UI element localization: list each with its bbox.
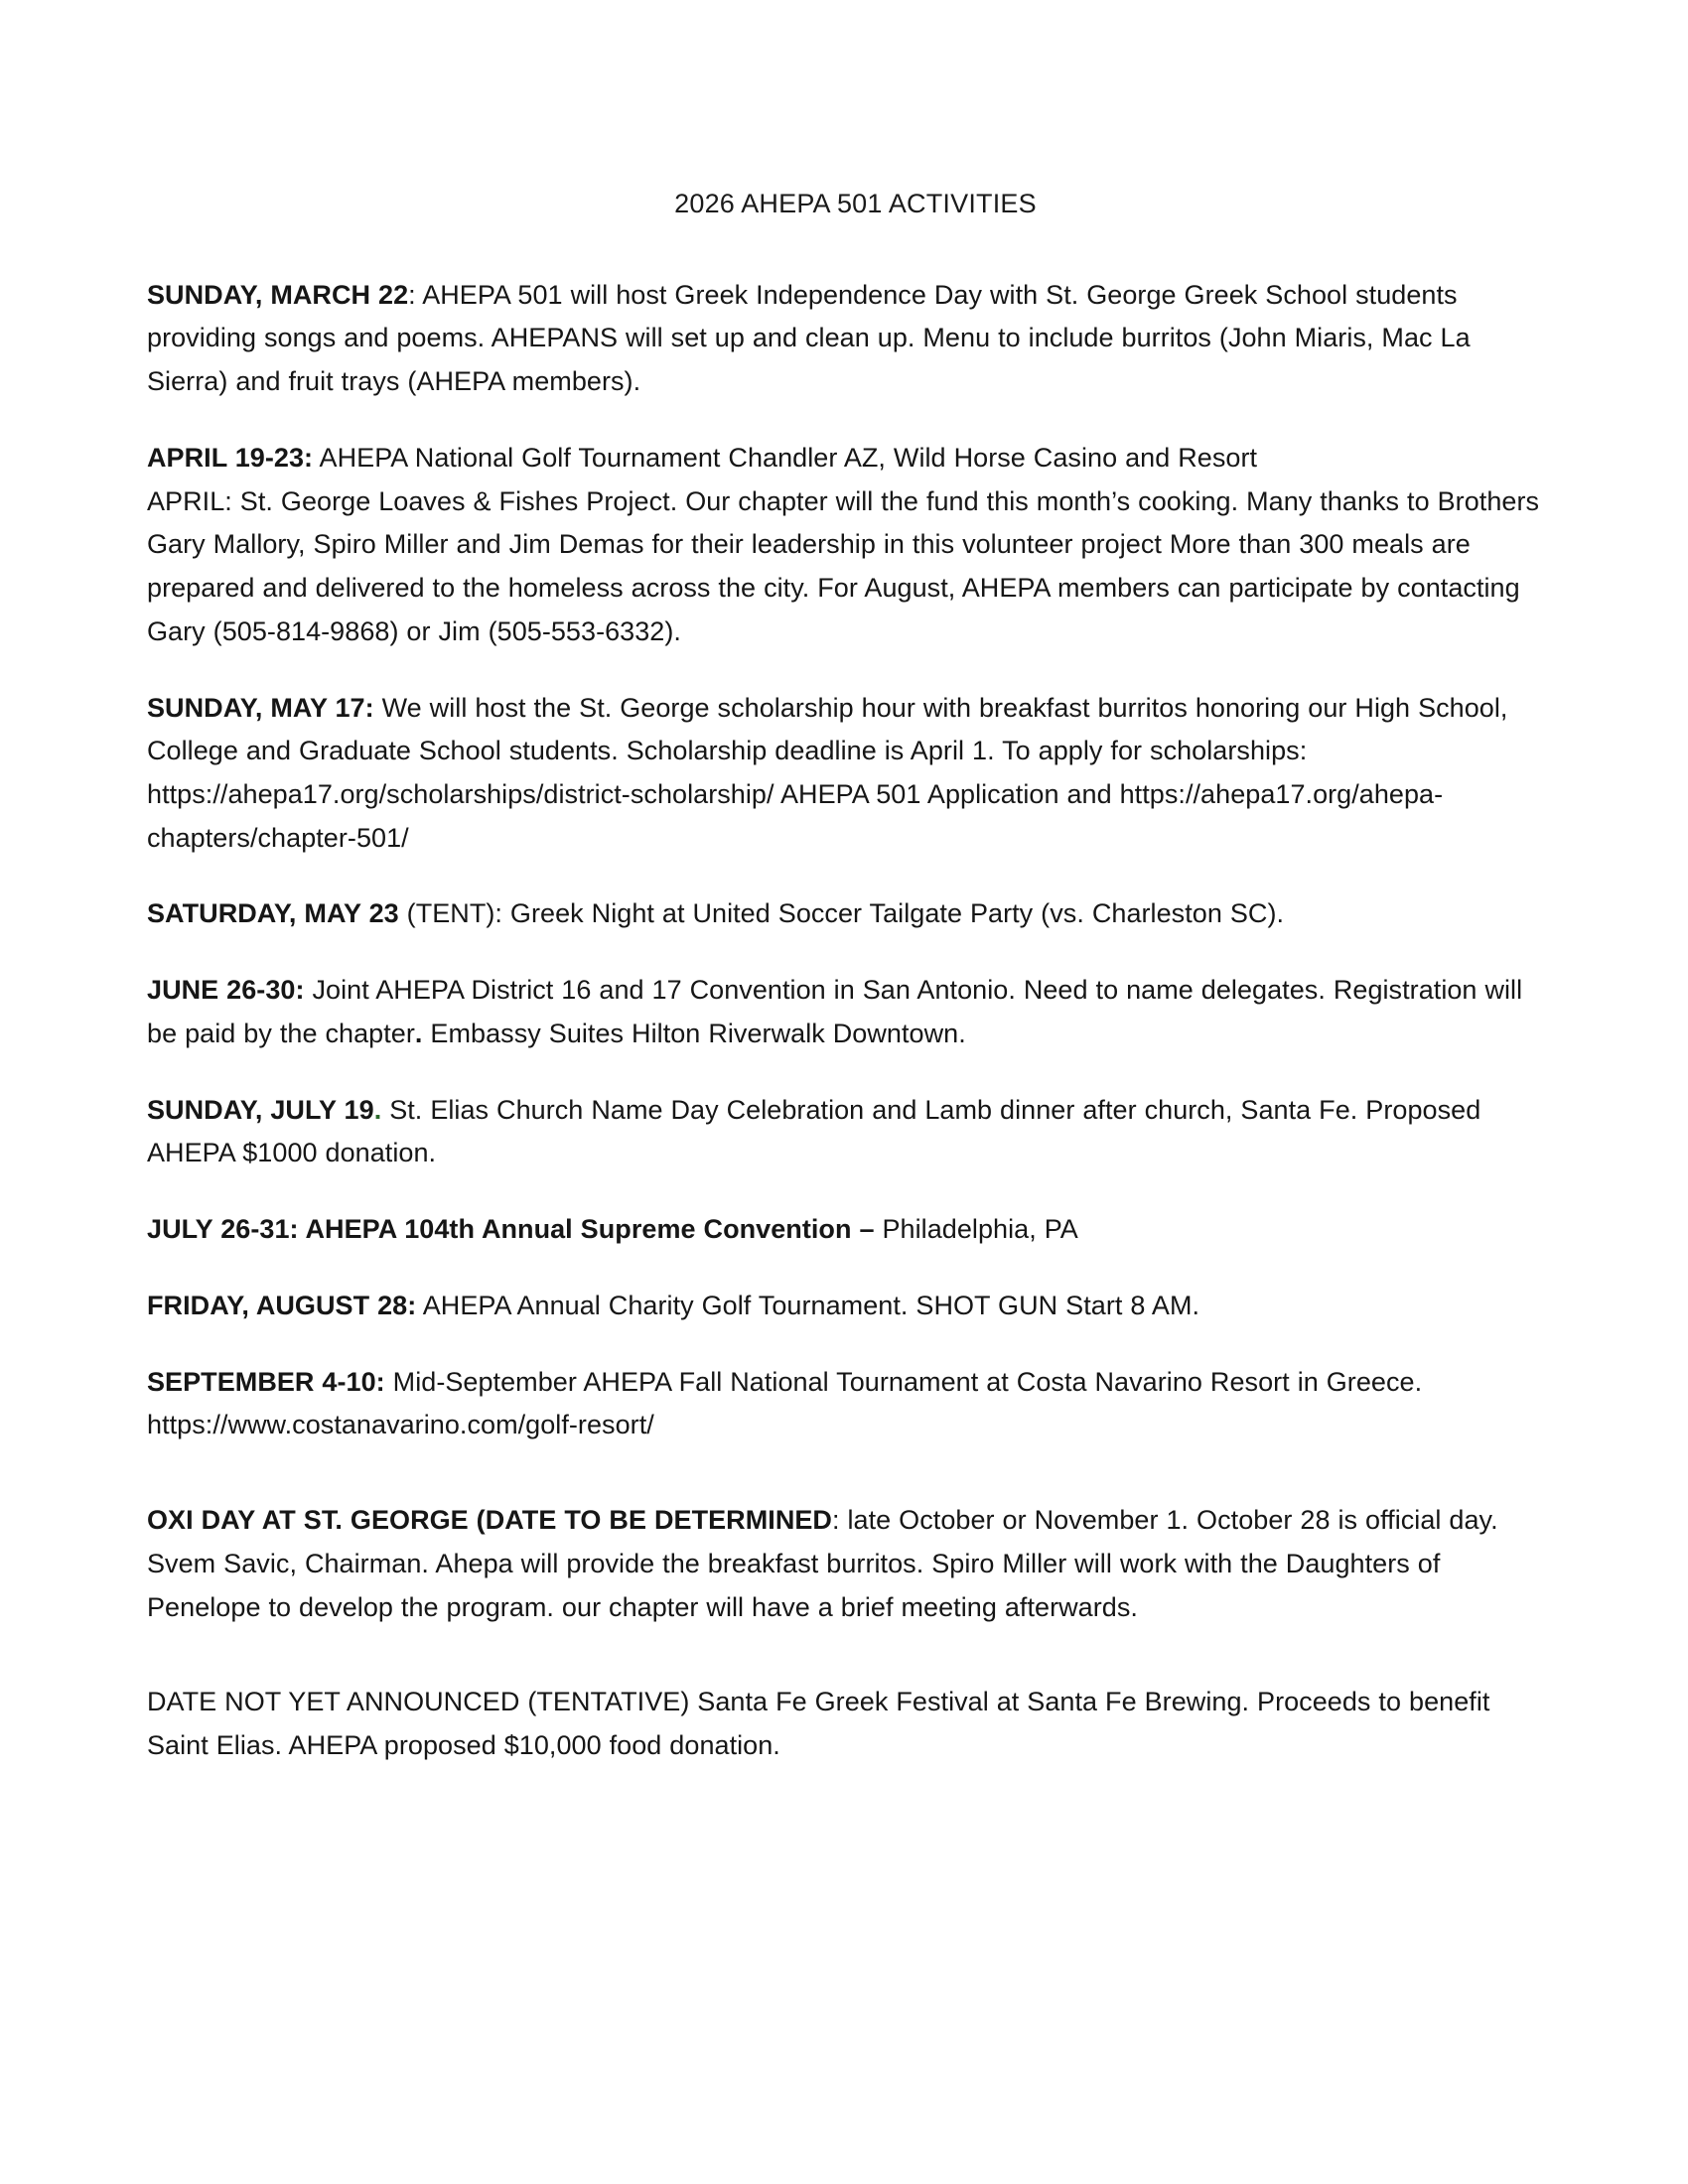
entry-september-heading: SEPTEMBER 4-10: bbox=[147, 1366, 385, 1397]
entry-april-line2: APRIL: St. George Loaves & Fishes Project. Our chapter will the fund this month’s cooking. Many thanks to Brothers Gary Mallory, Spiro Miller and Jim Demas for their leadership in this volunteer project More than 300 meals are prepared and delivered to the homeless across the city. For August, AHEPA members can participate by contacting Gary (505-814-9868) or Jim (505-553-6332). bbox=[147, 485, 1540, 646]
entry-july-19-heading: SUNDAY, JULY 19 bbox=[147, 1094, 374, 1125]
entry-september bbox=[147, 1361, 1542, 1447]
entry-may-23-heading: SATURDAY, MAY 23 bbox=[147, 898, 399, 929]
entry-april-line1: AHEPA National Golf Tournament Chandler AZ, Wild Horse Casino and Resort bbox=[313, 442, 1258, 473]
entry-tentative-festival bbox=[147, 1681, 1542, 1767]
entry-july-19-body: St. Elias Church Name Day Celebration and Lamb dinner after church, Santa Fe. Proposed AHEPA $1000 donation. bbox=[147, 1094, 1481, 1168]
entry-july-26-body: Philadelphia, PA bbox=[874, 1214, 1078, 1245]
entry-july-19-green-period: . bbox=[373, 1094, 382, 1125]
entry-oxi-day bbox=[147, 1499, 1542, 1629]
entry-august-28-body: AHEPA Annual Charity Golf Tournament. SHOT GUN Start 8 AM. bbox=[416, 1290, 1200, 1320]
entry-april bbox=[147, 437, 1542, 654]
document-body bbox=[147, 187, 1542, 1768]
entry-tentative-festival-body: DATE NOT YET ANNOUNCED (TENTATIVE) Santa Fe Greek Festival at Santa Fe Brewing. Proceeds to benefit Saint Elias. AHEPA proposed $10,000 food donation. bbox=[147, 1687, 1490, 1760]
entry-may-17-body: We will host the St. George scholarship hour with breakfast burritos honoring our High School, College and Graduate School students. Scholarship deadline is April 1. To apply for scholarships: https://ahepa17.org/scholarships/district-scholarship/ AHEPA 501 Application and https://ahepa17.org/ahepa-chapters/chapter-501/ bbox=[147, 692, 1508, 853]
entry-may-23-body: (TENT): Greek Night at United Soccer Tailgate Party (vs. Charleston SC). bbox=[398, 898, 1285, 929]
entry-august-28 bbox=[147, 1285, 1542, 1328]
entry-march-22 bbox=[147, 274, 1542, 404]
entry-june-bold-period: . bbox=[414, 1018, 423, 1048]
entry-may-17 bbox=[147, 687, 1542, 861]
entry-oxi-day-heading: OXI DAY AT ST. GEORGE (DATE TO BE DETERMINED bbox=[147, 1505, 832, 1536]
entry-june-body-part1: Joint AHEPA District 16 and 17 Convention in San Antonio. Need to name delegates. Registration will be paid by the chapter bbox=[147, 975, 1523, 1048]
entry-july-26 bbox=[147, 1208, 1542, 1252]
page-title: 2026 AHEPA 501 ACTIVITIES bbox=[674, 189, 1037, 218]
entry-august-28-heading: FRIDAY, AUGUST 28: bbox=[147, 1290, 417, 1320]
entry-may-23 bbox=[147, 892, 1542, 936]
entry-march-22-body: AHEPA 501 will host Greek Independence Day with St. George Greek School students providing songs and poems. AHEPANS will set up and clean up. Menu to include burritos (John Miaris, Mac La Sierra) and fruit trays (AHEPA members). bbox=[147, 279, 1471, 397]
entry-march-22-colon: : bbox=[408, 279, 423, 310]
entry-june bbox=[147, 969, 1542, 1055]
entry-september-body: Mid-September AHEPA Fall National Tournament at Costa Navarino Resort in Greece. https://www.costanavarino.com/golf-resort/ bbox=[147, 1366, 1423, 1440]
entry-june-body-part2: Embassy Suites Hilton Riverwalk Downtown. bbox=[422, 1018, 966, 1048]
entry-april-heading: APRIL 19-23: bbox=[147, 442, 314, 473]
entry-may-17-heading: SUNDAY, MAY 17: bbox=[147, 692, 374, 723]
entry-june-heading: JUNE 26-30: bbox=[147, 975, 305, 1006]
entry-oxi-day-body: : late October or November 1. October 28 is official day. Svem Savic, Chairman. Ahepa will provide the breakfast burritos. Spiro Miller will work with the Daughters of Penelope to develop the program. our chapter will have a brief meeting afterwards. bbox=[147, 1505, 1498, 1622]
entry-july-26-heading: JULY 26-31: AHEPA 104th Annual Supreme Convention – bbox=[147, 1214, 875, 1245]
entry-july-19 bbox=[147, 1089, 1542, 1175]
entry-march-22-heading: SUNDAY, MARCH 22 bbox=[147, 279, 409, 310]
